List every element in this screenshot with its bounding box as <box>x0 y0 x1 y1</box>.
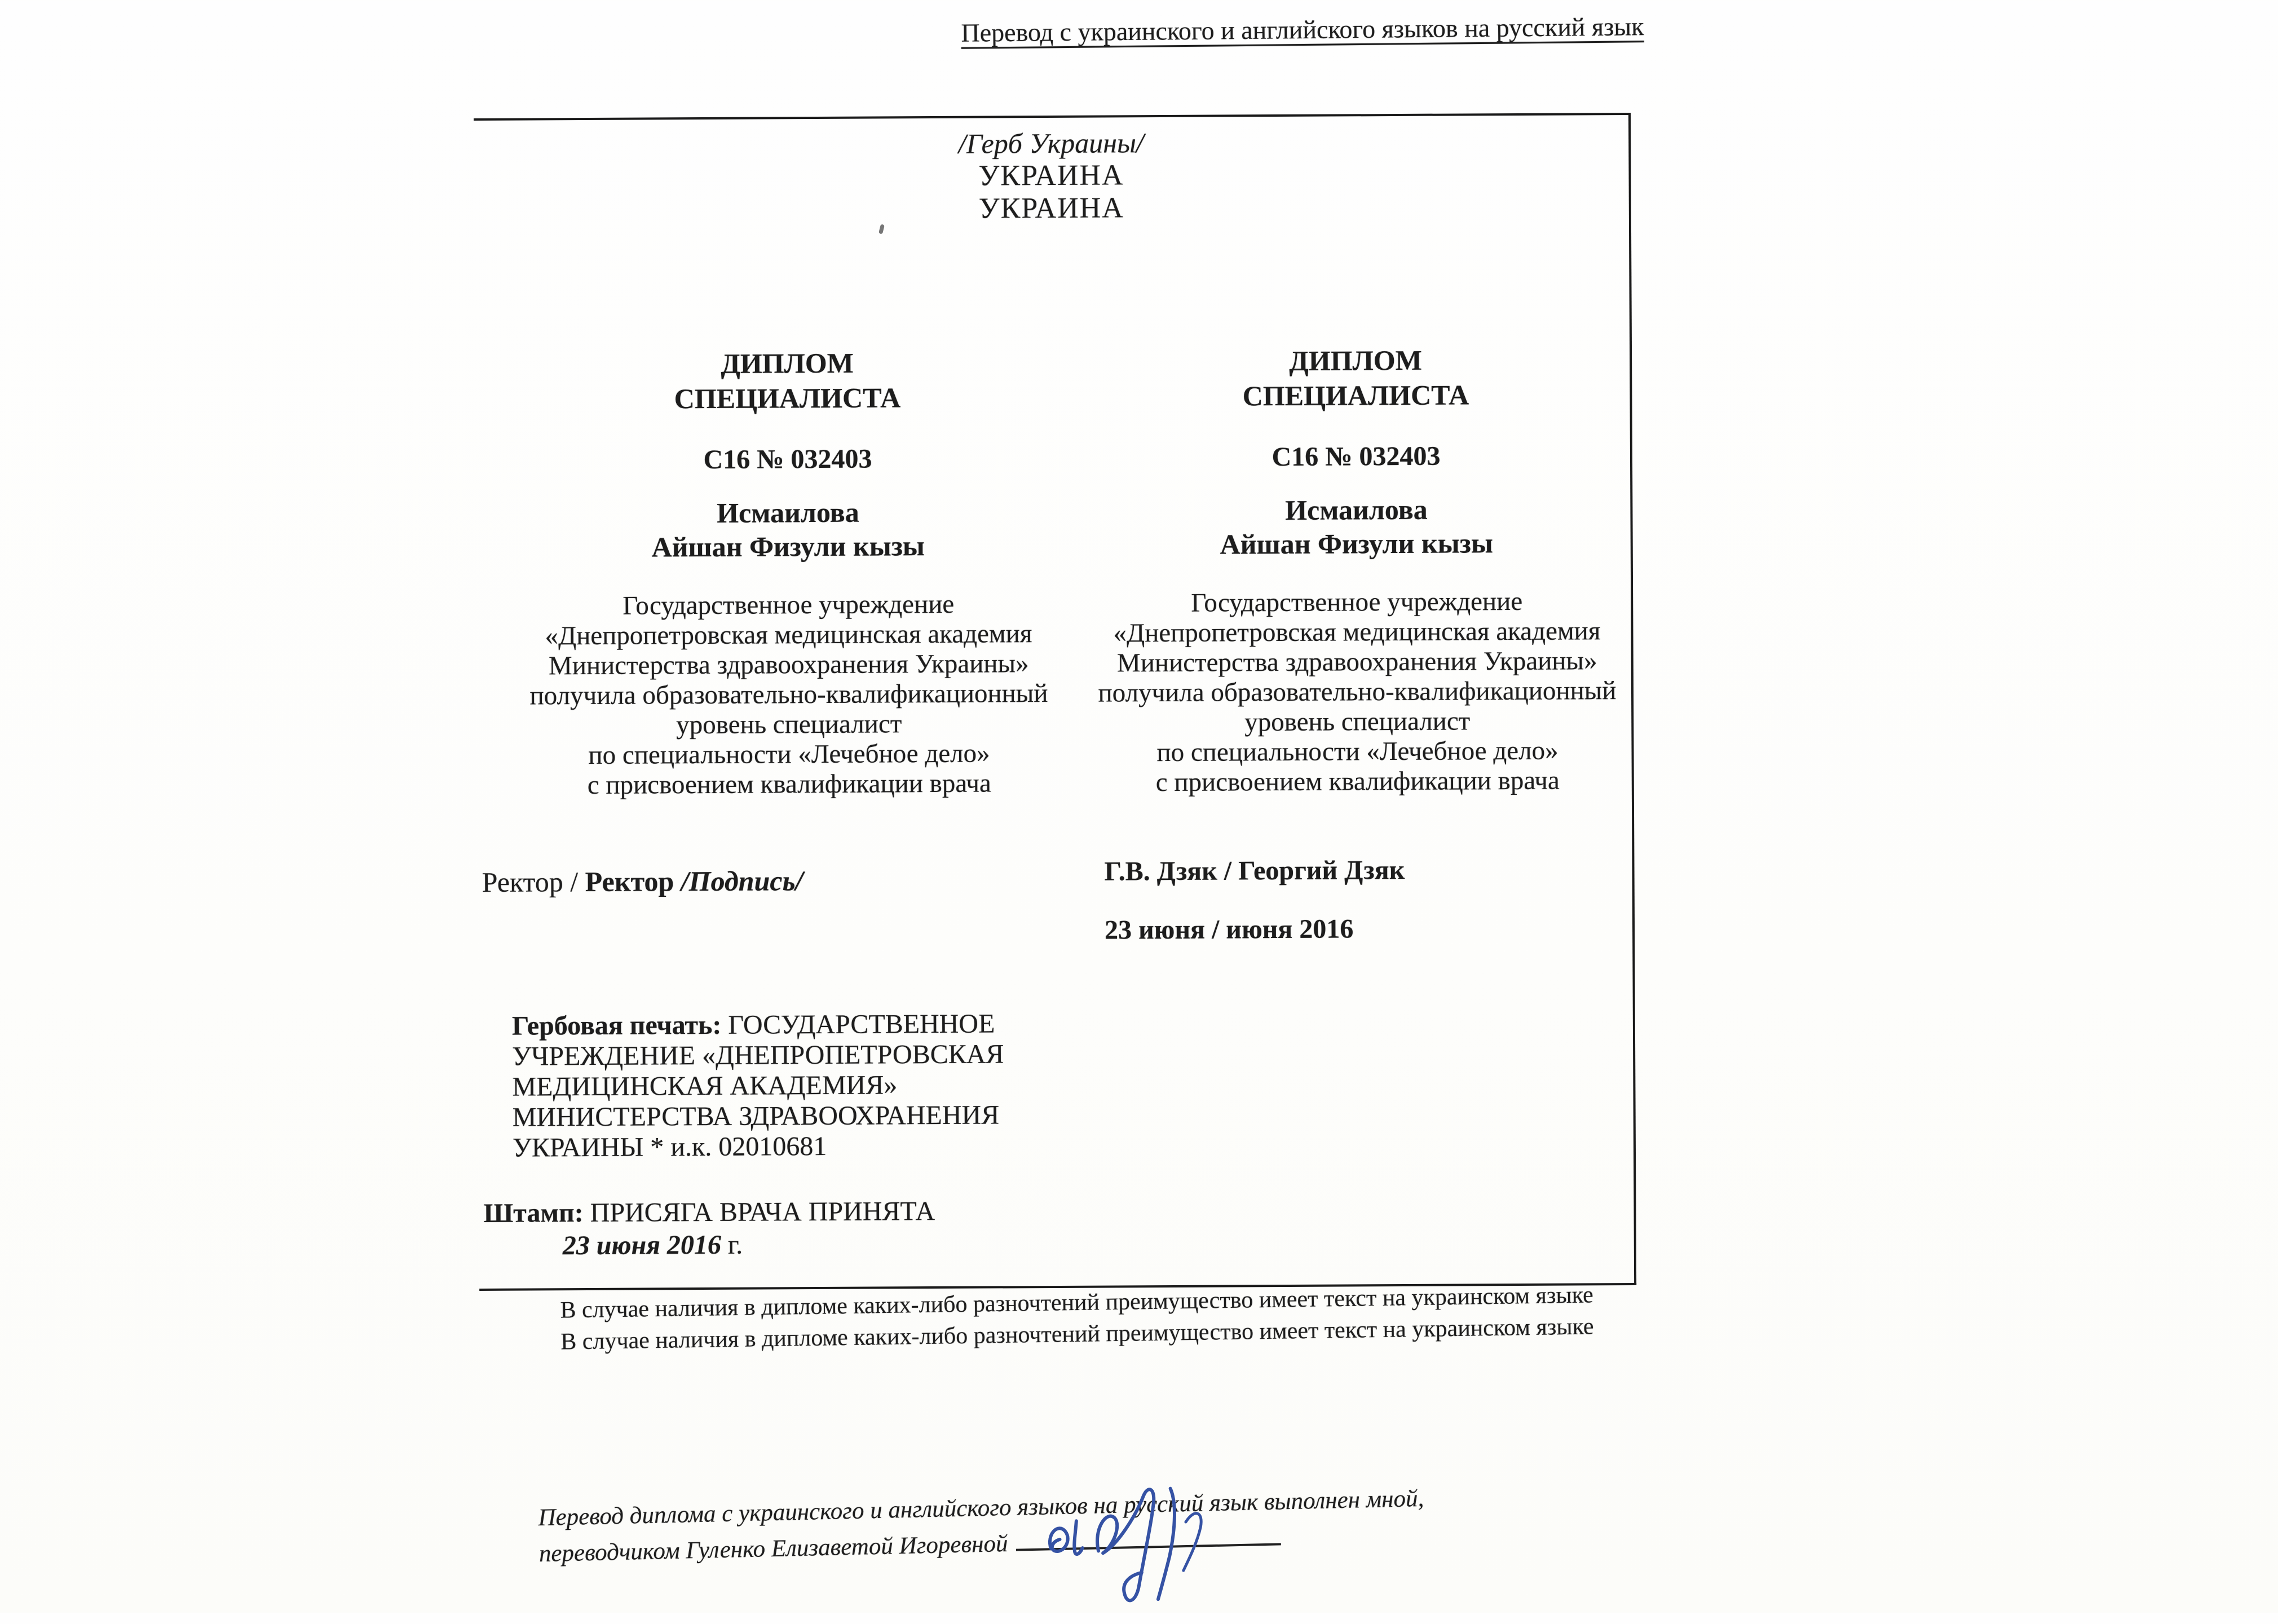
stamp-text: ПРИСЯГА ВРАЧА ПРИНЯТА <box>583 1196 935 1228</box>
diploma-column-right <box>1067 115 1648 1286</box>
seal-line-2: УЧРЕЖДЕНИЕ «ДНЕПРОПЕТРОВСКАЯ <box>512 1039 1004 1072</box>
translator-certification-line-2: переводчиком Гуленко Елизаветой Игоревной <box>538 1530 1008 1568</box>
seal-line-4: МИНИСТЕРСТВА ЗДРАВООХРАНЕНИЯ <box>512 1100 1000 1132</box>
stamp-date-line <box>484 1228 935 1263</box>
diploma-body-line: Министерства здравоохранения Украины» <box>1116 646 1597 678</box>
diploma-holder-name <box>500 494 1076 565</box>
holder-surname: Исмаилова <box>1285 493 1428 526</box>
stamp-label: Штамп: <box>483 1198 584 1228</box>
stamp-date-suffix: г. <box>721 1229 743 1260</box>
certificate-box <box>474 113 1636 1291</box>
official-seal-text <box>512 1008 1071 1163</box>
holder-given-names: Айшан Физули кызы <box>651 530 925 563</box>
diploma-body-line: с присвоением квалификации врача <box>1155 765 1560 798</box>
diploma-body-text <box>1069 586 1645 798</box>
issue-date-line: 23 июня / июня 2016 <box>1104 914 1354 945</box>
diploma-series-number: С16 № 032403 <box>1272 441 1441 472</box>
diploma-body-line: Государственное учреждение <box>623 589 955 621</box>
diploma-body-line: уровень специалист <box>676 709 902 740</box>
coat-of-arms-note: /Герб Украины/ <box>958 127 1144 160</box>
rector-label: Ректор / <box>482 866 585 898</box>
oath-stamp-text <box>483 1195 935 1263</box>
diploma-title-line-1: ДИПЛОМ <box>721 347 854 379</box>
diploma-body-line: получила образовательно-квалификационный <box>1098 676 1617 708</box>
seal-label: Гербовая печать: <box>511 1010 722 1041</box>
diploma-body-line: «Днепропетровская медицинская академия <box>1113 616 1601 648</box>
diploma-holder-name <box>1069 492 1644 562</box>
diploma-body-text <box>501 589 1077 801</box>
translator-certification <box>538 1479 1526 1572</box>
diploma-title-line-2: СПЕЦИАЛИСТА <box>674 382 901 415</box>
diploma-title-line-2: СПЕЦИАЛИСТА <box>1242 379 1469 412</box>
discrepancy-disclaimer <box>535 1279 1618 1358</box>
rector-signature-line <box>482 864 803 899</box>
seal-line-3: МЕДИЦИНСКАЯ АКАДЕМИЯ» <box>512 1070 898 1102</box>
diploma-body-line: по специальности «Лечебное дело» <box>1156 736 1559 768</box>
stamp-line-1 <box>483 1195 935 1230</box>
diploma-body-line: по специальности «Лечебное дело» <box>588 738 990 771</box>
diploma-body-line: уровень специалист <box>1244 706 1471 737</box>
translation-direction-note-text: Перевод с украинского и английского языков на русский язык <box>961 12 1644 47</box>
holder-given-names: Айшан Физули кызы <box>1220 527 1493 560</box>
translation-direction-note <box>930 11 1675 48</box>
rector-label-translated: Ректор <box>585 865 681 898</box>
diploma-title <box>500 344 1075 417</box>
diploma-column-left <box>482 118 1079 1289</box>
discrepancy-disclaimer-line-2: В случае наличия в дипломе каких-либо разночтений преимущество имеет текст на украинском языке <box>560 1313 1594 1355</box>
discrepancy-disclaimer-line-1: В случае наличия в дипломе каких-либо разночтений преимущество имеет текст на украинском языке <box>560 1282 1594 1324</box>
handwritten-signature <box>1034 1477 1284 1613</box>
seal-line-5: УКРАИНЫ * и.к. 02010681 <box>512 1131 827 1163</box>
diploma-body-line: получила образовательно-квалификационный <box>529 679 1048 711</box>
diploma-series-number: С16 № 032403 <box>703 444 872 475</box>
country-name-russian: УКРАИНА <box>978 192 1124 225</box>
stamp-date: 23 июня 2016 <box>562 1229 722 1261</box>
diploma-body-line: Государственное учреждение <box>1191 586 1523 618</box>
holder-surname: Исмаилова <box>717 496 859 529</box>
signature-placeholder-note: /Подпись/ <box>681 865 804 897</box>
diploma-body-line: с присвоением квалификации врача <box>587 768 991 800</box>
diploma-title <box>1068 342 1644 414</box>
country-name-ukrainian: УКРАИНА <box>978 159 1124 192</box>
seal-line-1-rest: ГОСУДАРСТВЕННОЕ <box>721 1008 995 1040</box>
rector-name-line: Г.В. Дзяк / Георгий Дзяк <box>1104 855 1405 887</box>
diploma-body-line: «Днепропетровская медицинская академия <box>545 619 1032 651</box>
diploma-body-line: Министерства здравоохранения Украины» <box>548 649 1029 681</box>
seal-line-1 <box>512 1008 1070 1042</box>
translator-certification-line-1: Перевод диплома с украинского и английского языков на русский язык выполнен мной, <box>537 1485 1424 1532</box>
diploma-title-line-1: ДИПЛОМ <box>1289 344 1423 377</box>
